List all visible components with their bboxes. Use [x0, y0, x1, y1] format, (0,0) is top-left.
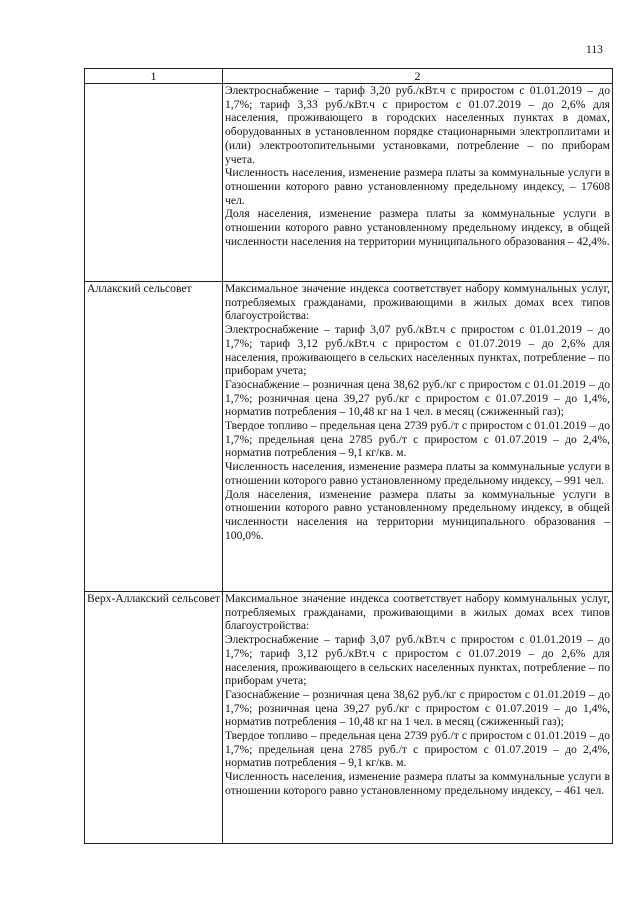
- table-row: [85, 282, 613, 592]
- paragraph: Численность населения, изменение размера платы за коммунальные услуги в отношении которого равно установленному предельному индексу, – 17608 чел.: [225, 166, 610, 207]
- row-description: [223, 592, 613, 844]
- column-header-2: 2: [223, 69, 613, 84]
- column-header-1: 1: [85, 69, 223, 84]
- paragraph: Максимальное значение индекса соответствует набору коммунальных услуг, потребляемых гражданами, проживающими в жилых домах всех типов благоустройства:: [225, 282, 610, 323]
- paragraph: Максимальное значение индекса соответствует набору коммунальных услуг, потребляемых гражданами, проживающими в жилых домах всех типов благоустройства:: [225, 592, 610, 633]
- paragraph: Доля населения, изменение размера платы за коммунальные услуги в отношении которого равно установленному предельному индексу, в общей численности населения на территории муниципального образования – 42,4%.: [225, 207, 610, 248]
- page-number: 113: [586, 44, 603, 56]
- row-description: [223, 84, 613, 282]
- tariff-table: [84, 68, 613, 844]
- table-row: [85, 592, 613, 844]
- row-description: [223, 282, 613, 592]
- paragraph: Электроснабжение – тариф 3,20 руб./кВт.ч с приростом с 01.01.2019 – до 1,7%; тариф 3,33 руб./кВт.ч с приростом с 01.07.2019 – до 2,6% для населения, проживающего в городских населенных пунктах в домах, оборудованных в установленном порядке стационарными электроплитами и (или) электроотопительными установками, потребление – по приборам учета.: [225, 84, 610, 166]
- municipality-name: Верх-Аллакский сельсовет: [85, 592, 223, 844]
- paragraph: Численность населения, изменение размера платы за коммунальные услуги в отношении которого равно установленному предельному индексу, – 991 чел.: [225, 460, 610, 487]
- paragraph: Газоснабжение – розничная цена 38,62 руб./кг с приростом с 01.01.2019 – до 1,7%; розничная цена 39,27 руб./кг с приростом с 01.07.2019 – до 1,4%, норматив потребления – 10,48 кг на 1 чел. в месяц (сжиженный газ);: [225, 377, 610, 419]
- paragraph: Электроснабжение – тариф 3,07 руб./кВт.ч с приростом с 01.01.2019 – до 1,7%; тариф 3,12 руб./кВт.ч с приростом с 01.07.2019 – до 2,6% для населения, проживающего в сельских населенных пунктах, потребление – по приборам учета;: [225, 633, 610, 688]
- municipality-name: Аллакский сельсовет: [85, 282, 223, 592]
- table-header-row: [85, 69, 613, 84]
- paragraph: Численность населения, изменение размера платы за коммунальные услуги в отношении которого равно установленному предельному индексу, – 461 чел.: [225, 770, 610, 797]
- paragraph: Твердое топливо – предельная цена 2739 руб./т с приростом с 01.01.2019 – до 1,7%; предельная цена 2785 руб./т с приростом с 01.07.2019 – до 2,4%, норматив потребления – 9,1 кг/кв. м.: [225, 419, 610, 460]
- paragraph: Электроснабжение – тариф 3,07 руб./кВт.ч с приростом с 01.01.2019 – до 1,7%; тариф 3,12 руб./кВт.ч с приростом с 01.07.2019 – до 2,6% для населения, проживающего в сельских населенных пунктах, потребление – по приборам учета;: [225, 323, 610, 378]
- table-row: [85, 84, 613, 282]
- paragraph: Твердое топливо – предельная цена 2739 руб./т с приростом с 01.01.2019 – до 1,7%; предельная цена 2785 руб./т с приростом с 01.07.2019 – до 2,4%, норматив потребления – 9,1 кг/кв. м.: [225, 729, 610, 770]
- municipality-name: [85, 84, 223, 282]
- paragraph: Газоснабжение – розничная цена 38,62 руб./кг с приростом с 01.01.2019 – до 1,7%; розничная цена 39,27 руб./кг с приростом с 01.07.2019 – до 1,4%, норматив потребления – 10,48 кг на 1 чел. в месяц (сжиженный газ);: [225, 687, 610, 729]
- paragraph: Доля населения, изменение размера платы за коммунальные услуги в отношении которого равно установленному предельному индексу, в общей численности населения на территории муниципального образования – 100,0%.: [225, 487, 610, 542]
